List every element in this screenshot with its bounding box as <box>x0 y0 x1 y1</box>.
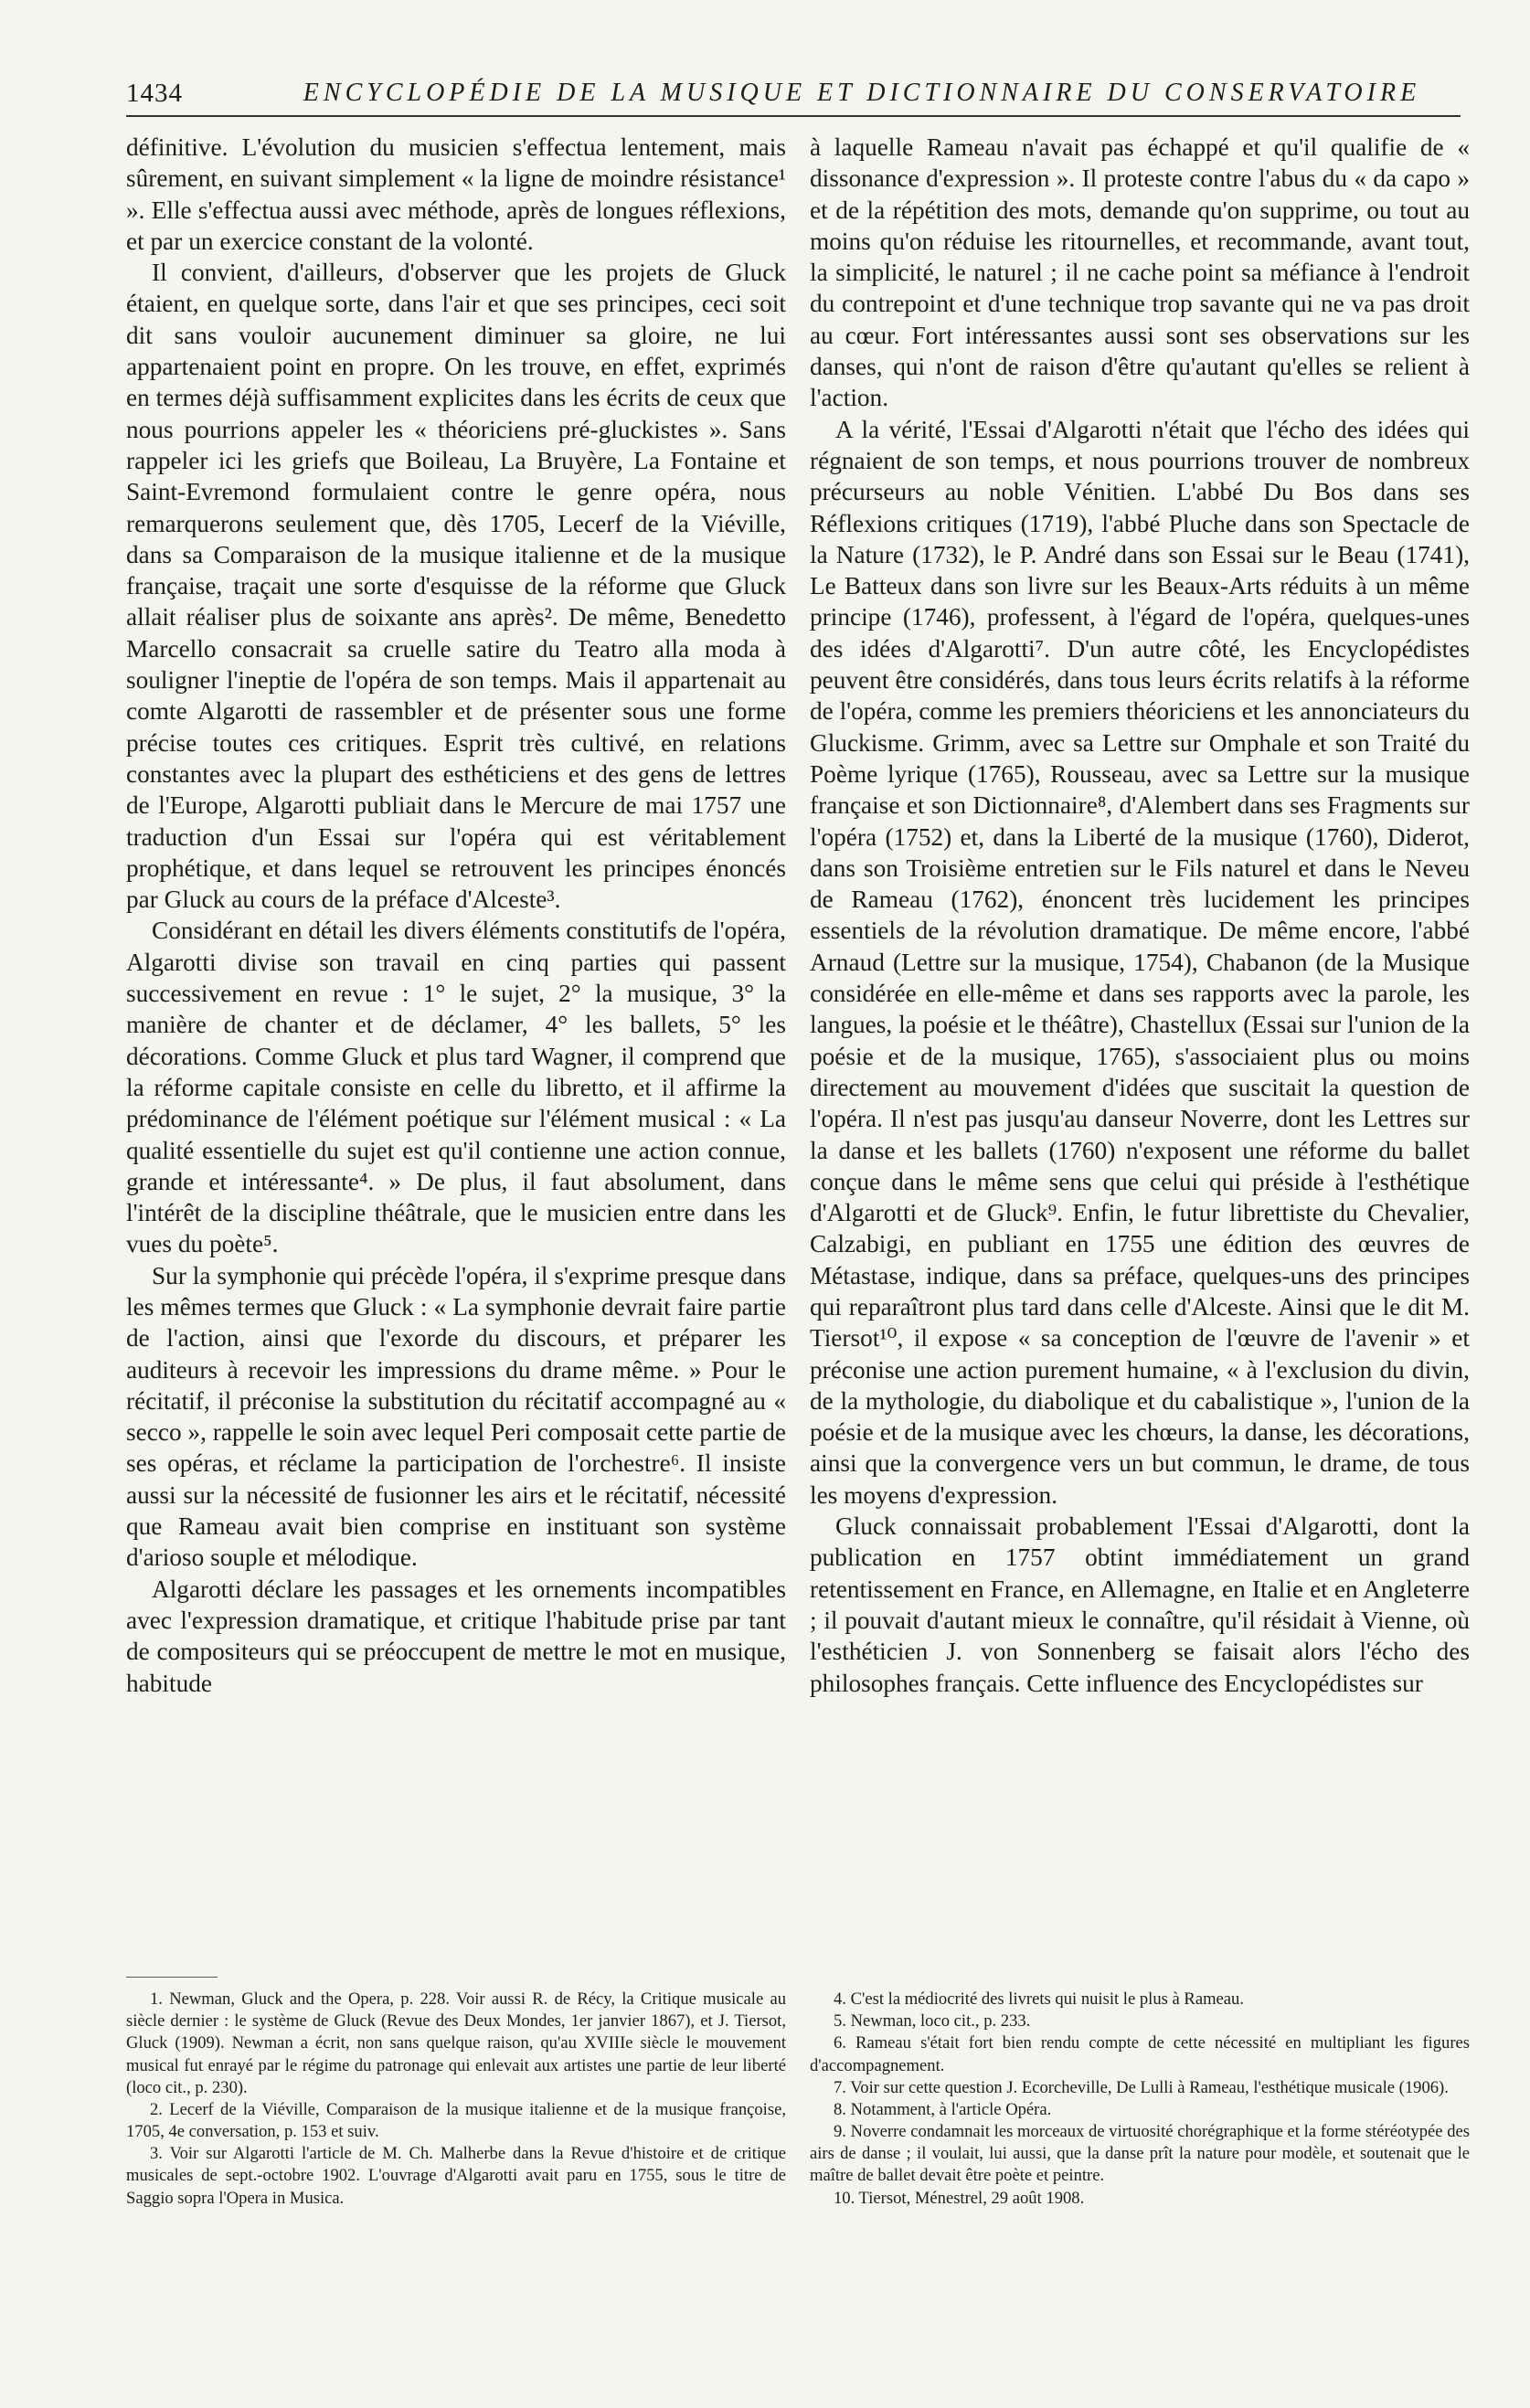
page-number: 1434 <box>126 79 183 108</box>
page-header <box>126 79 1461 117</box>
footnote: 9. Noverre condamnait les morceaux de virtuosité chorégraphique et la forme stéréotypée des airs de danse ; il voulait, lui aussi, que la danse prît la nature pour modèle, et soutenait que le maître de ballet devait être poète et peintre. <box>810 2122 1470 2186</box>
footnote: 8. Notamment, à l'article Opéra. <box>834 2099 1052 2119</box>
right-column <box>810 132 1470 1699</box>
paragraph: Considérant en détail les divers éléments constitutifs de l'opéra, Algarotti divise son travail en cinq parties qui passent successivement en revue : 1° le sujet, 2° la musique, 3° la manière de chanter et de déclamer, 4° les ballets, 5° les décorations. Comme Gluck et plus tard Wagner, il comprend que la réforme capitale consiste en celle du libretto, et il affirme la prédominance de l'élément poétique sur l'élément musical : « La qualité essentielle du sujet est qu'il contienne une action connue, grande et intéressante⁴. » De plus, il faut absolument, dans l'intérêt de la discipline théâtrale, que le musicien entre dans les vues du poète⁵. <box>126 917 786 1258</box>
footnote: 5. Newman, loco cit., p. 233. <box>834 2011 1031 2031</box>
paragraph: A la vérité, l'Essai d'Algarotti n'était que l'écho des idées qui régnaient de son temps, et nous pourrions trouver de nombreux précurseurs au noble Vénitien. L'abbé Du Bos dans ses Réflexions critiques (1719), l'abbé Pluche dans son Spectacle de la Nature (1732), le P. André dans son Essai sur le Beau (1741), Le Batteux dans son livre sur les Beaux-Arts réduits à un même principe (1746), professent, à l'égard de l'opéra, quelques-unes des idées d'Algarotti⁷. D'un autre côté, les Encyclopédistes peuvent être considérés, dans tous leurs écrits relatifs à la réforme de l'opéra, comme les premiers théoriciens et les annonciateurs du Gluckisme. Grimm, avec sa Lettre sur Omphale et son Traité du Poème lyrique (1765), Rousseau, avec sa Lettre sur la musique française et son Dictionnaire⁸, d'Alembert dans ses Fragments sur l'opéra (1752) et, dans la Liberté de la musique (1760), Diderot, dans son Troisième entretien sur le Fils naturel et dans le Neveu de Rameau (1762), énoncent très lucidement les principes essentiels de la révolution dramatique. De même encore, l'abbé Arnaud (Lettre sur la musique, 1754), Chabanon (de la Musique considérée en elle-même et dans ses rapports avec la parole, les langues, la poésie et le théâtre), Chastellux (Essai sur l'union de la poésie et de la musique, 1765), s'associaient plus ou moins directement au mouvement d'idées que suscitait la question de l'opéra. Il n'est pas jusqu'au danseur Noverre, dont les Lettres sur la danse et les ballets (1760) n'exposent une réforme du ballet conçue dans le même sens que celui qui préside à l'esthétique d'Algarotti et de Gluck⁹. Enfin, le futur librettiste du Chevalier, Calzabigi, en publiant en 1755 une édition des œuvres de Métastase, indique, dans sa préface, quelques-uns des principes qui reparaîtront plus tard dans celle d'Alceste. Ainsi que le dit M. Tiersot¹⁰, il expose « sa conception de l'œuvre de l'avenir » et préconise une action purement humaine, « à l'exclusion du divin, de la mythologie, du diabolique et du cabalistique », l'union de la poésie et de la musique avec les chœurs, la danse, les décorations, ainsi que la convergence vers un but commun, le drame, de tous les moyens d'expression. <box>810 415 1470 1509</box>
footnote: 6. Rameau s'était fort bien rendu compte de cette nécessité en multipliant les figures d'accompagnement. <box>810 2033 1470 2075</box>
footnote: 4. C'est la médiocrité des livrets qui nuisit le plus à Rameau. <box>834 1989 1244 2009</box>
footnote: 1. Newman, Gluck and the Opera, p. 228. Voir aussi R. de Récy, la Critique musicale au siècle dernier : le système de Gluck (Revue des Deux Mondes, 1er janvier 1867), et J. Tiersot, Gluck (1909). Newman a écrit, non sans quelque raison, qu'au XVIIIe siècle le mouvement musical fut enrayé par le régime du patronage qui enlevait aux artistes une partie de leur liberté (loco cit., p. 230). <box>126 1989 786 2097</box>
footnotes-right <box>810 1989 1470 2210</box>
running-title: ENCYCLOPÉDIE DE LA MUSIQUE ET DICTIONNAIRE DU CONSERVATOIRE <box>303 79 1421 107</box>
paragraph: Sur la symphonie qui précède l'opéra, il s'exprime presque dans les mêmes termes que Gluck : « La symphonie devrait faire partie de l'action, ainsi que l'exorde du discours, et préparer les auditeurs à recevoir les impressions du drame même. » Pour le récitatif, il préconise la substitution du récitatif accompagné au « secco », rappelle le soin avec lequel Peri composait cette partie de ses opéras, et réclame la participation de l'orchestre⁶. Il insiste aussi sur la nécessité de fusionner les airs et le récitatif, nécessité que Rameau avait bien comprise en instituant son système d'arioso souple et mélodique. <box>126 1261 786 1572</box>
paragraph: définitive. L'évolution du musicien s'effectua lentement, mais sûrement, en suivant simplement « la ligne de moindre résistance¹ ». Elle s'effectua aussi avec méthode, après de longues réflexions, et par un exercice constant de la volonté. <box>126 133 786 255</box>
left-column <box>126 132 786 1699</box>
paragraph: à laquelle Rameau n'avait pas échappé et qu'il qualifie de « dissonance d'expression ». Il proteste contre l'abus du « da capo » et de la répétition des mots, demande qu'on supprime, ou tout au moins qu'on réduise les ritournelles, et recommande, avant tout, la simplicité, le naturel ; il ne cache point sa méfiance à l'endroit du contrepoint et d'une technique trop savante qui ne va pas droit au cœur. Fort intéressantes aussi sont ses observations sur les danses, qui n'ont de raison d'être qu'autant qu'elles se relient à l'action. <box>810 133 1470 412</box>
footnote: 10. Tiersot, Ménestrel, 29 août 1908. <box>834 2188 1085 2208</box>
footnote: 7. Voir sur cette question J. Ecorcheville, De Lulli à Rameau, l'esthétique musicale (1906). <box>834 2077 1449 2097</box>
paragraph: Il convient, d'ailleurs, d'observer que les projets de Gluck étaient, en quelque sorte, dans l'air et que ses principes, ceci soit dit sans vouloir aucunement diminuer sa gloire, ne lui appartenaient point en propre. On les trouve, en effet, exprimés en termes déjà suffisamment explicites dans les écrits de ceux que nous pourrions appeler les « théoriciens pré-gluckistes ». Sans rappeler ici les griefs que Boileau, La Bruyère, La Fontaine et Saint-Evremond formulaient contre le genre opéra, nous remarquerons seulement que, dès 1705, Lecerf de la Viéville, dans sa Comparaison de la musique italienne et de la musique française, traçait une sorte d'esquisse de la réforme que Gluck allait réaliser plus de soixante ans après². De même, Benedetto Marcello consacrait sa cruelle satire du Teatro alla moda à souligner l'ineptie de l'opéra de son temps. Mais il appartenait au comte Algarotti de rassembler et de présenter sous une forme précise toutes ces critiques. Esprit très cultivé, en relations constantes avec la plupart des esthéticiens et des gens de lettres de l'Europe, Algarotti publiait dans le Mercure de mai 1757 une traduction d'un Essai sur l'opéra qui est véritablement prophétique, et dans lequel se retrouvent les principes énoncés par Gluck au cours de la préface d'Alceste³. <box>126 259 786 914</box>
footnote: 2. Lecerf de la Viéville, Comparaison de la musique italienne et de la musique françoise, 1705, 4e conversation, p. 153 et suiv. <box>126 2099 786 2142</box>
footnotes-left <box>126 1989 786 2210</box>
footnote: 3. Voir sur Algarotti l'article de M. Ch. Malherbe dans la Revue d'histoire et de critique musicales de sept.-octobre 1902. L'ouvrage d'Algarotti avait paru en 1755, sous le titre de Saggio sopra l'Opera in Musica. <box>126 2144 786 2208</box>
paragraph: Algarotti déclare les passages et les ornements incompatibles avec l'expression dramatique, et critique l'habitude prise par tant de compositeurs qui se préoccupent de mettre le mot en musique, habitude <box>126 1575 786 1697</box>
paragraph: Gluck connaissait probablement l'Essai d'Algarotti, dont la publication en 1757 obtint immédiatement un grand retentissement en France, en Allemagne, en Italie et en Angleterre ; il pouvait d'autant mieux le connaître, qu'il résidait à Vienne, où l'esthéticien J. von Sonnenberg se faisait alors l'écho des philosophes français. Cette influence des Encyclopédistes sur <box>810 1512 1470 1697</box>
footnote-rule <box>126 1977 218 1978</box>
